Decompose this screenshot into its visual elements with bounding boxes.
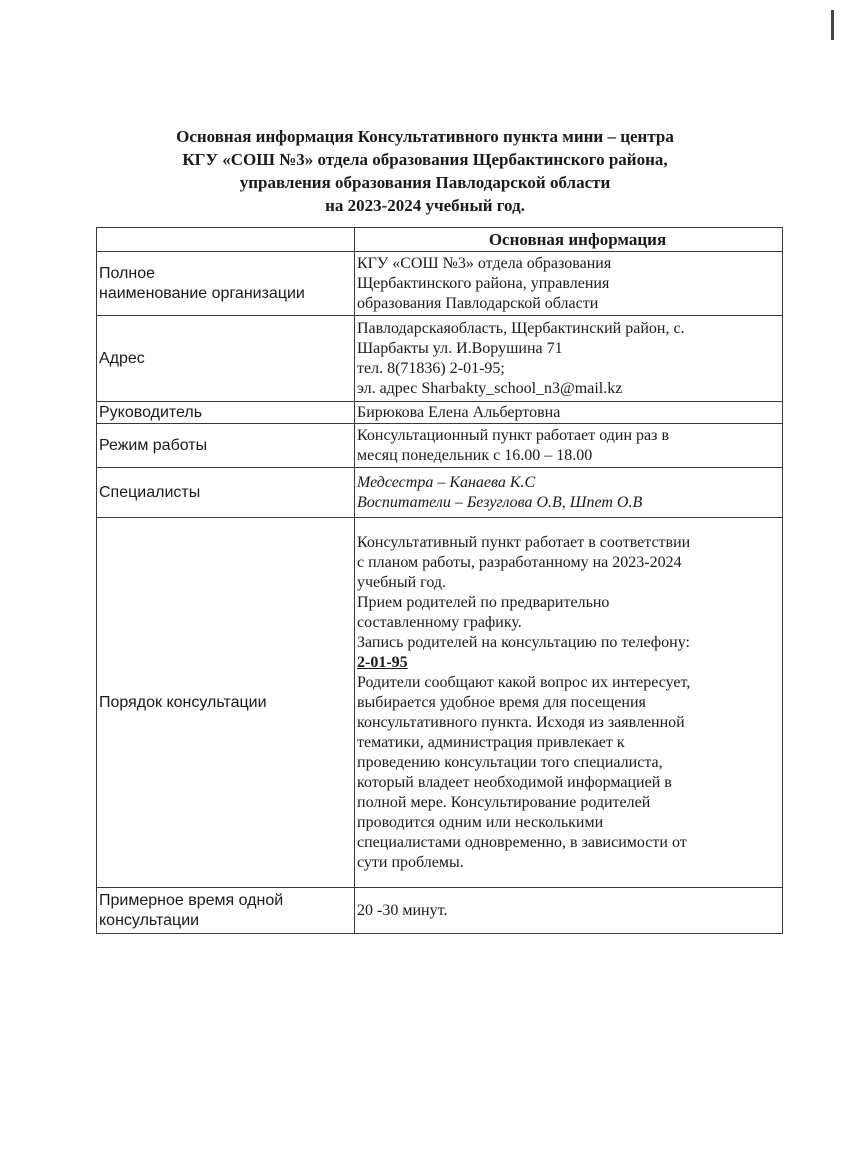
value-cell-director: Бирюкова Елена Альбертовна (355, 402, 783, 424)
label-cell-duration: Примерное время одной консультации (97, 888, 355, 934)
table-row-duration (97, 888, 783, 934)
label-cell-schedule: Режим работы (97, 424, 355, 468)
table-row-address (97, 316, 783, 402)
value-cell-duration: 20 -30 минут. (355, 888, 783, 934)
title-line-3: управления образования Павлодарской области (239, 173, 611, 192)
phone-number: 2-01-95 (357, 653, 408, 671)
value-cell-schedule: Консультационный пункт работает один раз в месяц понедельник с 16.00 – 18.00 (355, 424, 783, 468)
title-line-1: Основная информация Консультативного пункта мини – центра (176, 127, 674, 146)
scan-edge-mark (822, 10, 834, 40)
value-cell-name: КГУ «СОШ №3» отдела образования Щербактинского района, управления образования Павлодарской области (355, 252, 783, 316)
header-right-cell: Основная информация (355, 228, 783, 252)
table-row-name (97, 252, 783, 316)
label-cell-procedure: Порядок консультации (97, 518, 355, 888)
table-row-specialists (97, 468, 783, 518)
label-cell-name: Полное наименование организации (97, 252, 355, 316)
page-title (0, 125, 850, 217)
table-row-procedure (97, 518, 783, 888)
table-row-director (97, 402, 783, 424)
label-cell-address: Адрес (97, 316, 355, 402)
title-line-2: КГУ «СОШ №3» отдела образования Щербактинского района, (182, 150, 668, 169)
label-cell-specialists: Специалисты (97, 468, 355, 518)
value-cell-address: Павлодарскаяобласть, Щербактинский район, с. Шарбакты ул. И.Ворушина 71 тел. 8(71836) 2-01-95; эл. адрес Sharbakty_school_n3@mail.kz (355, 316, 783, 402)
value-cell-procedure: Консультативный пункт работает в соответствии с планом работы, разработанному на 2023-2024 учебный год. Прием родителей по предварительно составленному графику. Запись родителей на консультацию по телефону: 2-01-95 Родители сообщают какой вопрос их интересует, выбирается удобное время для посещения консультативного пункта. Исходя из заявленной тематики, администрация привлекает к проведению консультации того специалиста, который владеет необходимой информацией в полной мере. Консультирование родителей проводится одним или несколькими специалистами одновременно, в зависимости от сути проблемы. (355, 518, 783, 888)
info-table (96, 227, 783, 934)
label-cell-director: Руководитель (97, 402, 355, 424)
value-cell-specialists: Медсестра – Канаева К.С Воспитатели – Безуглова О.В, Шпет О.В (355, 468, 783, 518)
table-header-row (97, 228, 783, 252)
title-line-4: на 2023-2024 учебный год. (325, 196, 525, 215)
header-left-cell (97, 228, 355, 252)
table-row-schedule (97, 424, 783, 468)
